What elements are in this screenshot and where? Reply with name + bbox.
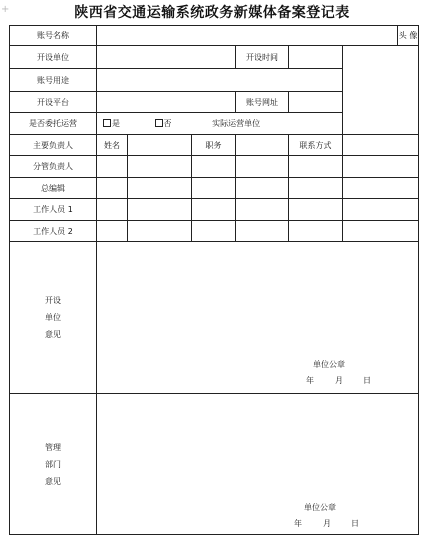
editor-label: 总编辑 <box>10 178 97 199</box>
charge-leader-label: 分管负责人 <box>10 156 97 178</box>
editor-cell-4[interactable] <box>236 178 289 199</box>
option-no-label: 否 <box>163 119 172 128</box>
purpose-value[interactable] <box>97 69 343 92</box>
mgmt-date-day: 日 <box>351 519 359 528</box>
org-opinion-label-line2: 单位 <box>45 313 61 322</box>
staff1-label: 工作人员 1 <box>10 199 97 221</box>
staff1-cell-4[interactable] <box>236 199 289 221</box>
org-value[interactable] <box>97 46 236 69</box>
photo-area[interactable] <box>343 46 419 135</box>
entrusted-options <box>97 113 343 135</box>
staff1-cell-5[interactable] <box>289 199 343 221</box>
staff1-cell-2[interactable] <box>128 199 192 221</box>
mgmt-date-month: 月 <box>323 519 331 528</box>
form-title: 陕西省交通运输系统政务新媒体备案登记表 <box>74 5 350 21</box>
charge-leader-cell-3[interactable] <box>192 156 236 178</box>
org-opinion-label-line3: 意见 <box>45 330 61 339</box>
charge-leader-cell-2[interactable] <box>128 156 192 178</box>
option-yes-label: 是 <box>112 119 120 128</box>
charge-leader-cell-5[interactable] <box>289 156 343 178</box>
staff1-cell-1[interactable] <box>97 199 128 221</box>
staff1-cell-3[interactable] <box>192 199 236 221</box>
option-no[interactable] <box>155 119 172 128</box>
purpose-label: 账号用途 <box>10 69 97 92</box>
editor-cell-5[interactable] <box>289 178 343 199</box>
mgmt-date-year: 年 <box>294 519 302 528</box>
org-date-month: 月 <box>335 376 343 385</box>
main-leader-contact[interactable] <box>343 135 419 156</box>
position-header: 职务 <box>192 135 236 156</box>
charge-leader-cell-6[interactable] <box>343 156 419 178</box>
staff2-cell-6[interactable] <box>343 221 419 242</box>
contact-header: 联系方式 <box>289 135 343 156</box>
checkbox-yes-icon[interactable] <box>103 119 111 127</box>
org-opinion-label <box>10 242 97 394</box>
account-name-value[interactable] <box>97 26 398 46</box>
editor-cell-1[interactable] <box>97 178 128 199</box>
charge-leader-cell-1[interactable] <box>97 156 128 178</box>
org-date-day: 日 <box>363 376 371 385</box>
registration-form-table <box>9 25 419 535</box>
mgmt-opinion-label-line2: 部门 <box>45 459 61 469</box>
mgmt-opinion-area[interactable] <box>97 394 419 535</box>
staff2-cell-2[interactable] <box>128 221 192 242</box>
editor-cell-2[interactable] <box>128 178 192 199</box>
crosshair-mark-icon: + <box>1 4 10 15</box>
staff2-cell-1[interactable] <box>97 221 128 242</box>
entrusted-label: 是否委托运营 <box>10 113 97 135</box>
option-yes[interactable] <box>103 119 120 128</box>
mgmt-opinion-label-line1: 管理 <box>45 442 61 452</box>
staff2-cell-3[interactable] <box>192 221 236 242</box>
checkbox-no-icon[interactable] <box>155 119 163 127</box>
staff1-cell-6[interactable] <box>343 199 419 221</box>
platform-label: 开设平台 <box>10 92 97 113</box>
org-label: 开设单位 <box>10 46 97 69</box>
staff2-label: 工作人员 2 <box>10 221 97 242</box>
charge-leader-cell-4[interactable] <box>236 156 289 178</box>
main-leader-position[interactable] <box>236 135 289 156</box>
open-time-value[interactable] <box>289 46 343 69</box>
staff2-cell-5[interactable] <box>289 221 343 242</box>
org-seal-label: 单位公章 <box>313 360 345 369</box>
url-value[interactable] <box>289 92 343 113</box>
mgmt-opinion-label <box>10 394 97 535</box>
mgmt-opinion-label-line3: 意见 <box>45 476 61 486</box>
account-name-label: 账号名称 <box>10 26 97 46</box>
staff2-cell-4[interactable] <box>236 221 289 242</box>
org-opinion-area[interactable] <box>97 242 419 394</box>
editor-cell-3[interactable] <box>192 178 236 199</box>
main-leader-label: 主要负责人 <box>10 135 97 156</box>
platform-value[interactable] <box>97 92 236 113</box>
open-time-label: 开设时间 <box>236 46 289 69</box>
url-label: 账号网址 <box>236 92 289 113</box>
photo-label: 头 像 <box>398 26 419 46</box>
mgmt-seal-label: 单位公章 <box>304 503 336 512</box>
operator-label: 实际运营单位 <box>212 119 261 128</box>
org-date-year: 年 <box>306 376 314 385</box>
org-opinion-label-line1: 开设 <box>45 296 61 305</box>
name-header: 姓名 <box>97 135 128 156</box>
editor-cell-6[interactable] <box>343 178 419 199</box>
main-leader-name[interactable] <box>128 135 192 156</box>
